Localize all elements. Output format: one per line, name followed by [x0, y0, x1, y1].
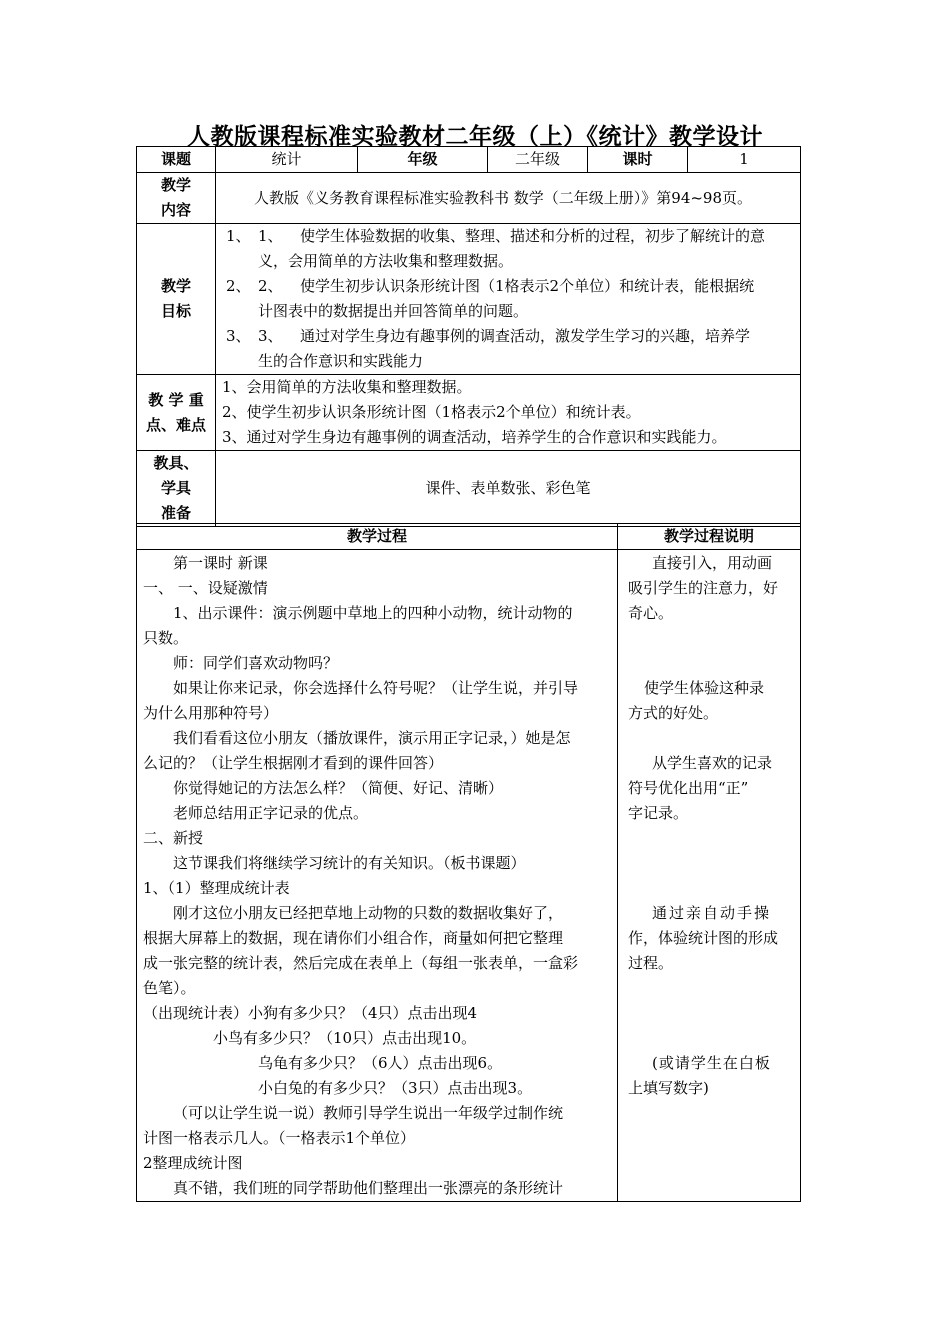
note-line: 使学生体验这种录: [644, 679, 765, 697]
process-line: 二、新授: [143, 829, 204, 847]
keypoints-label: 教 学 重 点、难点: [137, 375, 216, 451]
keypoints-list: [216, 375, 801, 451]
tools-row: [137, 451, 801, 527]
content-label: 教学 内容: [137, 173, 216, 224]
process-line: 师：同学们喜欢动物吗？: [173, 654, 339, 672]
note-line: 作，体验统计图的形成: [628, 929, 779, 947]
note-line: 从学生喜欢的记录: [652, 754, 773, 772]
grade-value: 二年级: [488, 147, 588, 173]
keypoint-item: 3、通过对学生身边有趣事例的调查活动，培养学生的合作意识和实践能力。: [222, 428, 727, 446]
process-line: 这节课我们将继续学习统计的有关知识。（板书课题）: [173, 854, 526, 872]
goals-row: [137, 224, 801, 375]
note-line: [628, 851, 794, 876]
process-line: 计图一格表示几人。（一格表示1个单位）: [143, 1129, 416, 1147]
keypoint-item: 1、会用简单的方法收集和整理数据。: [222, 378, 472, 396]
goals-list: 1、 1、 使学生体验数据的收集、整理、描述和分析的过程，初步了解统计的意 义，会用简单的方法收集和整理数据。 2、 2、 使学生初步认识条形统计图（1格表示2个单位）和统计表，能根据统 计图表中的数据提出并回答简单的问题。 3、 3、 通过对学生身边有趣事例的调查活动，激发学生学习的兴趣，培养学 生的合作意识和实践能力: [216, 224, 801, 375]
goal-item-1: 1、 1、 使学生体验数据的收集、整理、描述和分析的过程，初步了解统计的意: [226, 227, 766, 245]
goals-label: 教学 目标: [137, 224, 216, 375]
process-line: 小鸟有多少只？（10只）点击出现10。: [213, 1029, 477, 1047]
process-line: 1、（1）整理成统计表: [143, 879, 290, 897]
note-line: 符号优化出用“正”: [628, 779, 749, 797]
process-line: 色笔）。: [143, 979, 196, 997]
tools-text: 课件、表单数张、彩色笔: [216, 451, 801, 527]
process-line: 你觉得她记的方法怎么样？（简便、好记、清晰）: [173, 779, 504, 797]
note-line: [628, 726, 794, 751]
note-line: 过程。: [628, 954, 674, 972]
process-line: 根据大屏幕上的数据，现在请你们小组合作，商量如何把它整理: [143, 929, 564, 947]
goal-item-2: 2、 2、 使学生初步认识条形统计图（1格表示2个单位）和统计表，能根据统: [226, 277, 755, 295]
lesson-info-table: [136, 146, 801, 527]
process-line: 么记的？（让学生根据刚才看到的课件回答）: [143, 754, 444, 772]
process-header: 教学过程: [137, 524, 618, 550]
process-line: 我们看看这位小朋友（播放课件，演示用正字记录，）她是怎: [173, 729, 571, 747]
process-line: 如果让你来记录，你会选择什么符号呢？（让学生说，并引导: [173, 679, 579, 697]
note-line: [628, 1026, 794, 1051]
process-line: 老师总结用正字记录的优点。: [173, 804, 369, 822]
keypoints-row: [137, 375, 801, 451]
note-line: 奇心。: [628, 604, 674, 622]
process-body: [137, 550, 618, 1202]
content-text: 人教版《义务教育课程标准实验教科书 数学（二年级上册）》第94~98页。: [216, 173, 801, 224]
note-line: 吸引学生的注意力，好: [628, 579, 779, 597]
process-line: 一、 一、设疑激情: [143, 579, 268, 597]
process-line: （可以让学生说一说）教师引导学生说出一年级学过制作统: [173, 1104, 564, 1122]
process-notes: [618, 550, 801, 1202]
tools-label: 教具、 学具 准备: [137, 451, 216, 527]
process-line: 为什么用那种符号）: [143, 704, 279, 722]
note-line: [628, 976, 794, 1001]
note-line: [628, 876, 794, 901]
note-line: [628, 651, 794, 676]
process-line: 第一课时 新课: [173, 554, 268, 572]
notes-header: 教学过程说明: [618, 524, 801, 550]
process-table: [136, 523, 801, 1202]
process-body-row: [137, 550, 801, 1202]
content-row: [137, 173, 801, 224]
hours-value: 1: [688, 147, 801, 173]
note-line: [628, 826, 794, 851]
note-line: 字记录。: [628, 804, 689, 822]
topic-value: 统计: [216, 147, 358, 173]
process-line: 2整理成统计图: [143, 1154, 243, 1172]
grade-label: 年级: [358, 147, 488, 173]
process-line: 成一张完整的统计表，然后完成在表单上（每组一张表单，一盒彩: [143, 954, 579, 972]
topic-label: 课题: [137, 147, 216, 173]
keypoint-item: 2、使学生初步认识条形统计图（1格表示2个单位）和统计表。: [222, 403, 641, 421]
note-line: 通过亲自动手操: [652, 904, 772, 922]
goal-item-3: 3、 3、 通过对学生身边有趣事例的调查活动，激发学生学习的兴趣，培养学: [226, 327, 751, 345]
hours-label: 课时: [588, 147, 688, 173]
note-line: 直接引入，用动画: [652, 554, 773, 572]
note-line: 上填写数字): [628, 1079, 709, 1097]
note-line: 方式的好处。: [628, 704, 719, 722]
process-line: 1、出示课件：演示例题中草地上的四种小动物，统计动物的: [173, 604, 573, 622]
process-header-row: [137, 524, 801, 550]
process-line: 真不错，我们班的同学帮助他们整理出一张漂亮的条形统计: [173, 1179, 564, 1197]
note-line: [628, 626, 794, 651]
note-line: [628, 1001, 794, 1026]
process-line: 乌龟有多少只？（6人）点击出现6。: [258, 1054, 503, 1072]
header-row: [137, 147, 801, 173]
process-line: 小白兔的有多少只？（3只）点击出现3。: [258, 1079, 533, 1097]
document-title: 人教版课程标准实验教材二年级（上）《统计》教学设计: [187, 123, 763, 150]
process-line: 刚才这位小朋友已经把草地上动物的只数的数据收集好了，: [173, 904, 564, 922]
process-line: 只数。: [143, 629, 189, 647]
note-line: (或请学生在白板: [652, 1054, 771, 1072]
process-line: （出现统计表）小狗有多少只？（4只）点击出现4: [143, 1004, 478, 1022]
